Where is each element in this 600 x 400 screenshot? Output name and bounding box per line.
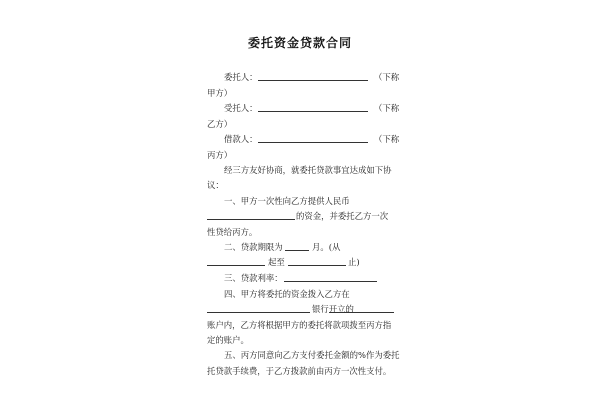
borrower-suffix: （下称 — [374, 134, 400, 144]
clause-1-line-3: 性贷给丙方。 — [207, 227, 258, 237]
clause-2-months-blank — [285, 250, 309, 251]
clause-3: 三、贷款利率： — [224, 273, 283, 283]
document-title: 委托资金贷款合同 — [247, 36, 352, 50]
entrustor-suffix: （下称 — [374, 72, 400, 82]
intro-line-1: 经三方友好协商，就委托贷款事宜达成如下协 — [224, 165, 392, 175]
entrustor-label: 委托人： — [224, 72, 258, 82]
clause-4-line-4: 定的账户。 — [207, 335, 249, 345]
clause-1-amount-blank — [207, 219, 295, 220]
clause-2-mid: 月。(从 — [312, 242, 341, 252]
borrower-alias: 丙方） — [207, 150, 233, 160]
borrower-blank — [258, 142, 368, 143]
clause-2-line-2-mid: 起至 — [268, 257, 285, 267]
intro-line-2: 议： — [207, 180, 224, 190]
trustee-suffix: （下称 — [374, 103, 400, 113]
clause-4-line-2-mid: 银行开立的 — [312, 304, 354, 314]
entrustor-alias: 甲方） — [207, 88, 233, 98]
clause-4-account-blank — [329, 312, 394, 313]
entrustor-line — [224, 72, 258, 82]
borrower-label: 借款人： — [224, 134, 258, 144]
trustee-blank — [258, 111, 368, 112]
clause-1-line-1: 一、甲方一次性向乙方提供人民币 — [224, 196, 350, 206]
clause-5-line-2: 托贷款手续费，于乙方拨款前由丙方一次性支付。 — [207, 366, 392, 376]
entrustor-blank — [258, 80, 368, 81]
clause-2-end-blank — [288, 265, 346, 266]
clause-2-start-blank — [207, 265, 265, 266]
clause-4-line-3: 账户内，乙方将根据甲方的委托将款项拨至丙方指 — [207, 320, 392, 330]
clause-1-line-2: 的资金，并委托乙方一次 — [296, 211, 389, 221]
clause-4-line-1: 四、甲方将委托的资金拨入乙方在 — [224, 289, 350, 299]
trustee-label: 受托人： — [224, 103, 258, 113]
trustee-alias: 乙方） — [207, 119, 233, 129]
clause-3-rate-blank — [284, 281, 377, 282]
clause-5-line-1: 五、丙方同意向乙方支付委托金额的%作为委托 — [224, 350, 400, 360]
clause-2-prefix: 二、贷款期限为 — [224, 242, 283, 252]
clause-2-line-2-end: 止) — [348, 257, 360, 267]
clause-4-bank-blank — [207, 312, 310, 313]
